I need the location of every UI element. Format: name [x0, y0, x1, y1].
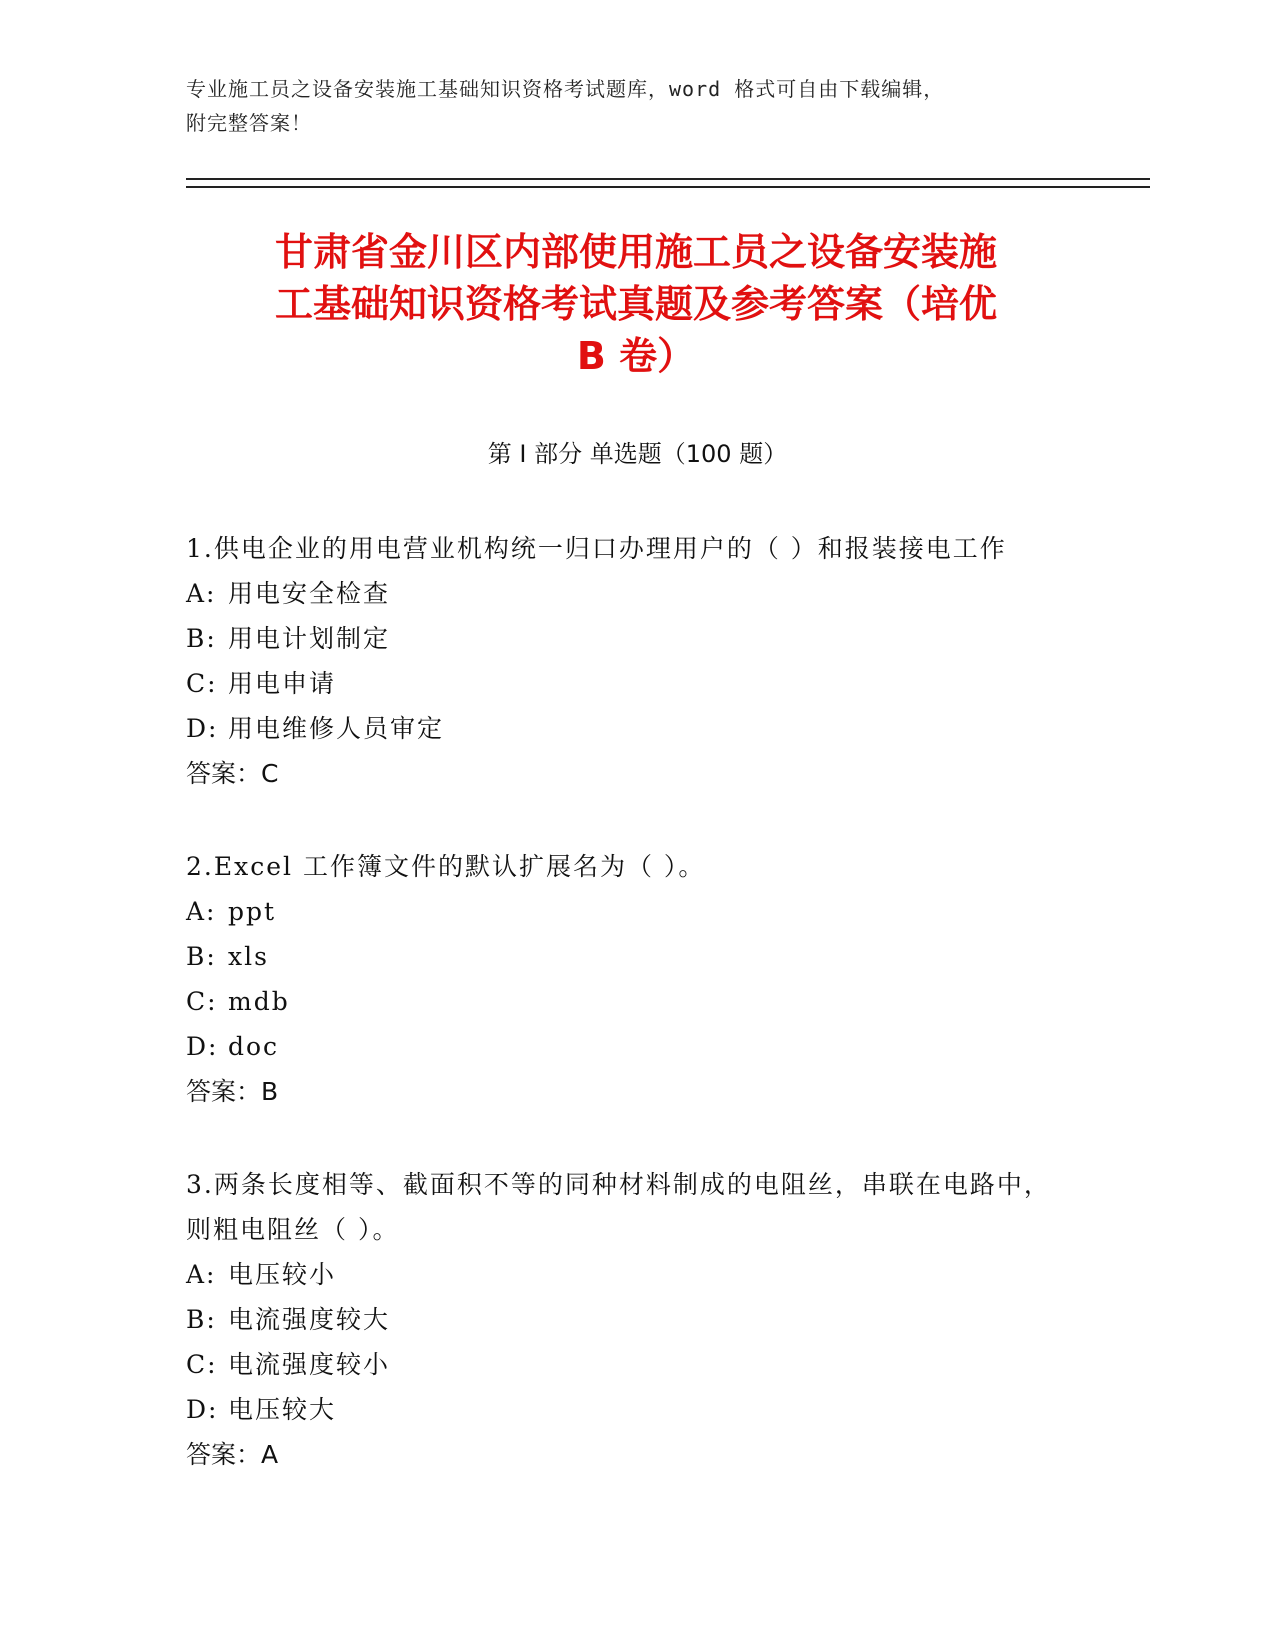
question-stem: 1.供电企业的用电营业机构统一归口办理用户的（ ）和报装接电工作 — [186, 534, 1007, 563]
document-title — [186, 226, 1086, 382]
option-text: xls — [228, 942, 269, 971]
question-item — [186, 1162, 1066, 1477]
question-item — [186, 526, 1066, 796]
header-note — [186, 72, 1066, 140]
correct-answer: 答案：C — [186, 759, 279, 788]
option-letter: C: — [186, 669, 218, 698]
answer-option — [186, 571, 1066, 616]
answer-option — [186, 661, 1066, 706]
answer-option — [186, 979, 1066, 1024]
answer-option — [186, 934, 1066, 979]
option-letter: D: — [186, 714, 219, 743]
option-letter: B: — [186, 942, 217, 971]
option-letter: B: — [186, 1305, 217, 1334]
answer-option — [186, 1297, 1066, 1342]
question-list — [186, 526, 1066, 1525]
option-letter: B: — [186, 624, 217, 653]
option-text: doc — [228, 1032, 280, 1061]
title-line: 甘肃省金川区内部使用施工员之设备安装施 — [274, 230, 997, 274]
question-item — [186, 844, 1066, 1114]
option-text: 用电安全检查 — [228, 579, 391, 608]
answer-option — [186, 1342, 1066, 1387]
option-letter: A: — [186, 1260, 217, 1289]
answer-option — [186, 1387, 1066, 1432]
option-text: 用电维修人员审定 — [228, 714, 445, 743]
answer-option — [186, 706, 1066, 751]
option-letter: A: — [186, 897, 217, 926]
header-divider — [186, 178, 1150, 180]
option-text: mdb — [228, 987, 290, 1016]
option-text: 电压较小 — [228, 1260, 337, 1289]
option-letter: C: — [186, 1350, 218, 1379]
option-text: 用电计划制定 — [228, 624, 391, 653]
option-text: ppt — [228, 897, 277, 926]
answer-option — [186, 1024, 1066, 1069]
header-divider — [186, 186, 1150, 188]
correct-answer: 答案：B — [186, 1077, 279, 1106]
question-stem: 3.两条长度相等、截面积不等的同种材料制成的电阻丝，串联在电路中，则粗电阻丝（ ）。 — [186, 1170, 1051, 1244]
answer-option — [186, 1252, 1066, 1297]
answer-option — [186, 616, 1066, 661]
option-text: 电流强度较大 — [228, 1305, 391, 1334]
section-title: 第 I 部分 单选题（100 题） — [487, 440, 788, 468]
option-letter: C: — [186, 987, 218, 1016]
header-note-line: 附完整答案！ — [186, 111, 312, 135]
option-text: 用电申请 — [228, 669, 337, 698]
title-line: 工基础知识资格考试真题及参考答案（培优 — [274, 282, 997, 326]
option-text: 电流强度较小 — [228, 1350, 391, 1379]
question-stem: 2.Excel 工作簿文件的默认扩展名为（ ）。 — [186, 852, 706, 881]
answer-option — [186, 889, 1066, 934]
title-line: B 卷） — [576, 334, 696, 378]
header-note-line: 专业施工员之设备安装施工基础知识资格考试题库，word 格式可自由下载编辑， — [186, 77, 945, 101]
correct-answer: 答案：A — [186, 1440, 279, 1469]
option-letter: A: — [186, 579, 217, 608]
option-text: 电压较大 — [228, 1395, 337, 1424]
option-letter: D: — [186, 1395, 219, 1424]
option-letter: D: — [186, 1032, 219, 1061]
